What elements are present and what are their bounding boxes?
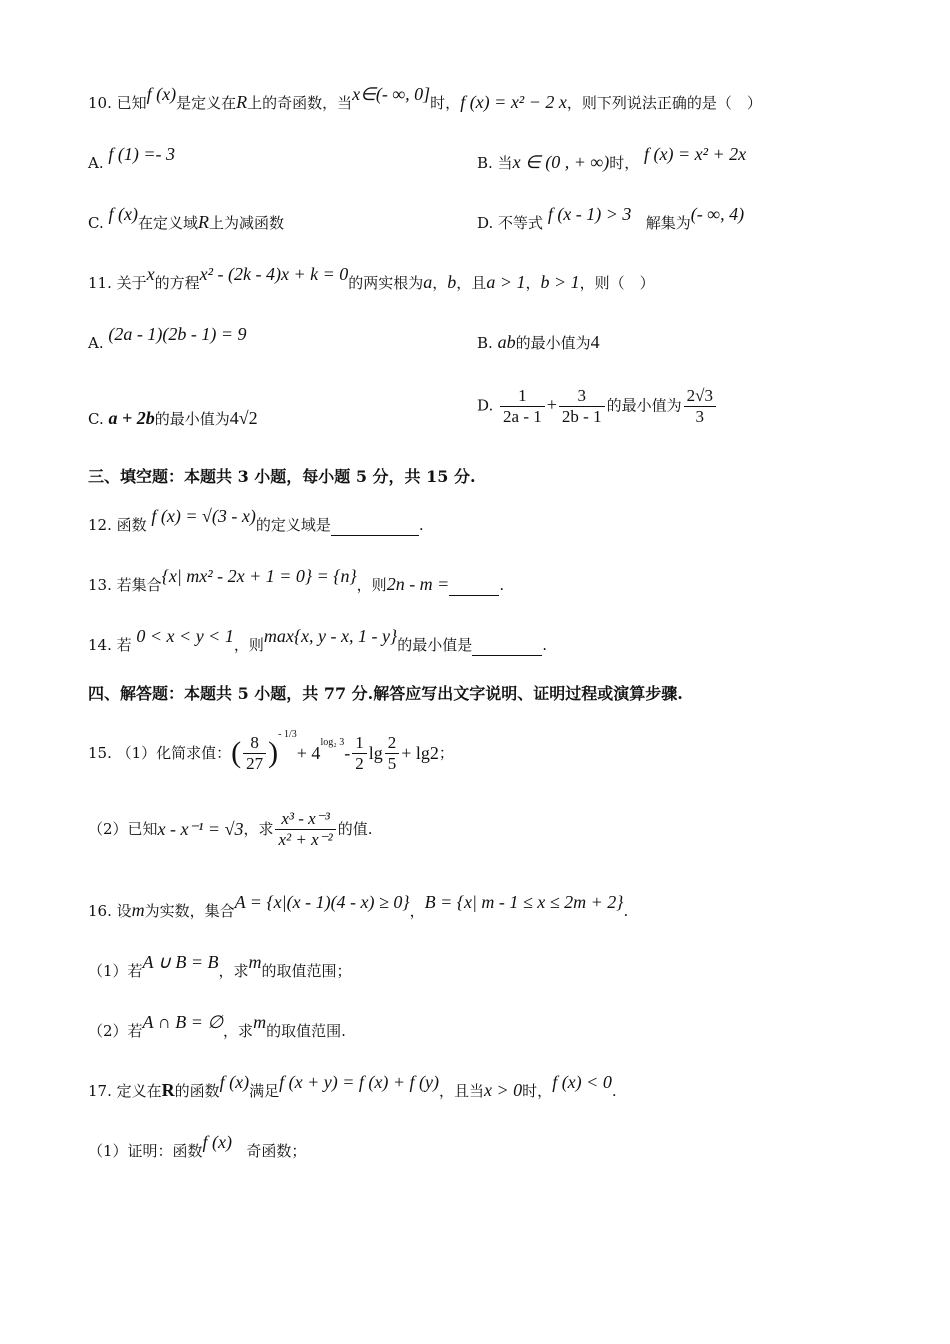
answer-blank[interactable]: [472, 635, 542, 656]
q11-option-a: A. (2a - 1)(2b - 1) = 9: [88, 324, 247, 352]
fraction: $\frac{\text{x³ - x⁻³}}{\text{x² + x⁻²}}$: [275, 809, 335, 850]
q12: 12. 函数 f (x) = √(3 - x)的定义域是 .: [88, 506, 424, 534]
q10-f: f (x): [146, 84, 177, 104]
fraction: $\frac{8}{27}$: [243, 733, 266, 774]
q10-condition: x∈(- ∞, 0]: [352, 84, 431, 104]
q10-option-b: B. 当x ∈ (0 , + ∞)时， f (x) = x² + 2x: [477, 144, 747, 172]
fraction: $\frac{1}{2a - 1}$: [500, 386, 545, 427]
q10-option-a: A. f (1) =- 3: [88, 144, 176, 172]
fraction: $\frac{2√3}{3}$: [684, 386, 716, 427]
fraction: $\frac{2}{5}$: [385, 733, 400, 774]
q10-expression: f (x) = x² − 2 x: [460, 92, 567, 112]
q16-part1: （1）若A ∪ B = B，求m的取值范围；: [88, 952, 352, 980]
section-3-heading: 三、填空题：本题共 3 小题，每小题 5 分，共 15 分.: [88, 467, 476, 486]
q15-part2: （2）已知 x - x⁻¹ = √3 ，求 $\frac{\text{x³ - x⁻³}}{\text{x² + x⁻²}}$ 的值.: [88, 808, 373, 849]
q11-option-d: D. $\frac{1}{2a - 1}$ + $\frac{3}{2b - 1}$ 的最小值为 $\frac{2√3}{3}$: [477, 386, 718, 427]
answer-blank[interactable]: [331, 515, 419, 536]
q11-option-c: C. a + 2b的最小值为4√2: [88, 408, 258, 428]
q11-equation: x² - (2k - 4)x + k = 0: [199, 264, 349, 284]
q15-part1: 15. （1）化简求值： ( $\frac{8}{27}$ ) $^{- 1/3}$ + 4 $^{log_2 3}$ - $\frac{1}{2}$ lg $\frac{2}{5}$ + lg2 ；: [88, 729, 454, 773]
q11-option-b: B. ab的最小值为4: [477, 332, 600, 352]
q10-option-c: C. f (x)在定义域R上为减函数: [88, 204, 285, 232]
fraction: $\frac{1}{2}$: [352, 733, 367, 774]
q17-part1: （1）证明：函数f (x) 奇函数；: [88, 1132, 307, 1160]
q16-stem: 16. 设m为实数，集合A = {x|(x - 1)(4 - x) ≥ 0}，B = {x| m - 1 ≤ x ≤ 2m + 2}.: [88, 892, 629, 920]
q13: 13. 若集合{x| mx² - 2x + 1 = 0} = {n}，则2n - m = .: [88, 566, 505, 594]
q17-stem: 17. 定义在R的函数f (x)满足f (x + y) = f (x) + f (y)，且当x > 0时，f (x) < 0.: [88, 1072, 617, 1100]
q10-stem: 10. 已知f (x)是定义在R上的奇函数，当x∈(- ∞, 0]时，f (x) = x² − 2 x，则下列说法正确的是（ ）: [88, 84, 762, 112]
fraction: $\frac{3}{2b - 1}$: [559, 386, 605, 427]
q10-option-d: D. 不等式 f (x - 1) > 3 解集为(- ∞, 4): [477, 204, 745, 232]
section-4-heading: 四、解答题：本题共 5 小题，共 77 分.解答应写出文字说明、证明过程或演算步骤.: [88, 684, 683, 703]
answer-blank[interactable]: [449, 575, 499, 596]
q16-part2: （2）若A ∩ B = ∅，求m的取值范围.: [88, 1012, 346, 1040]
q14: 14. 若 0 < x < y < 1，则max{x, y - x, 1 - y}的最小值是 .: [88, 626, 547, 654]
q11-stem: 11. 关于x的方程x² - (2k - 4)x + k = 0的两实根为a，b，且a > 1，b > 1，则（ ）: [88, 264, 655, 292]
